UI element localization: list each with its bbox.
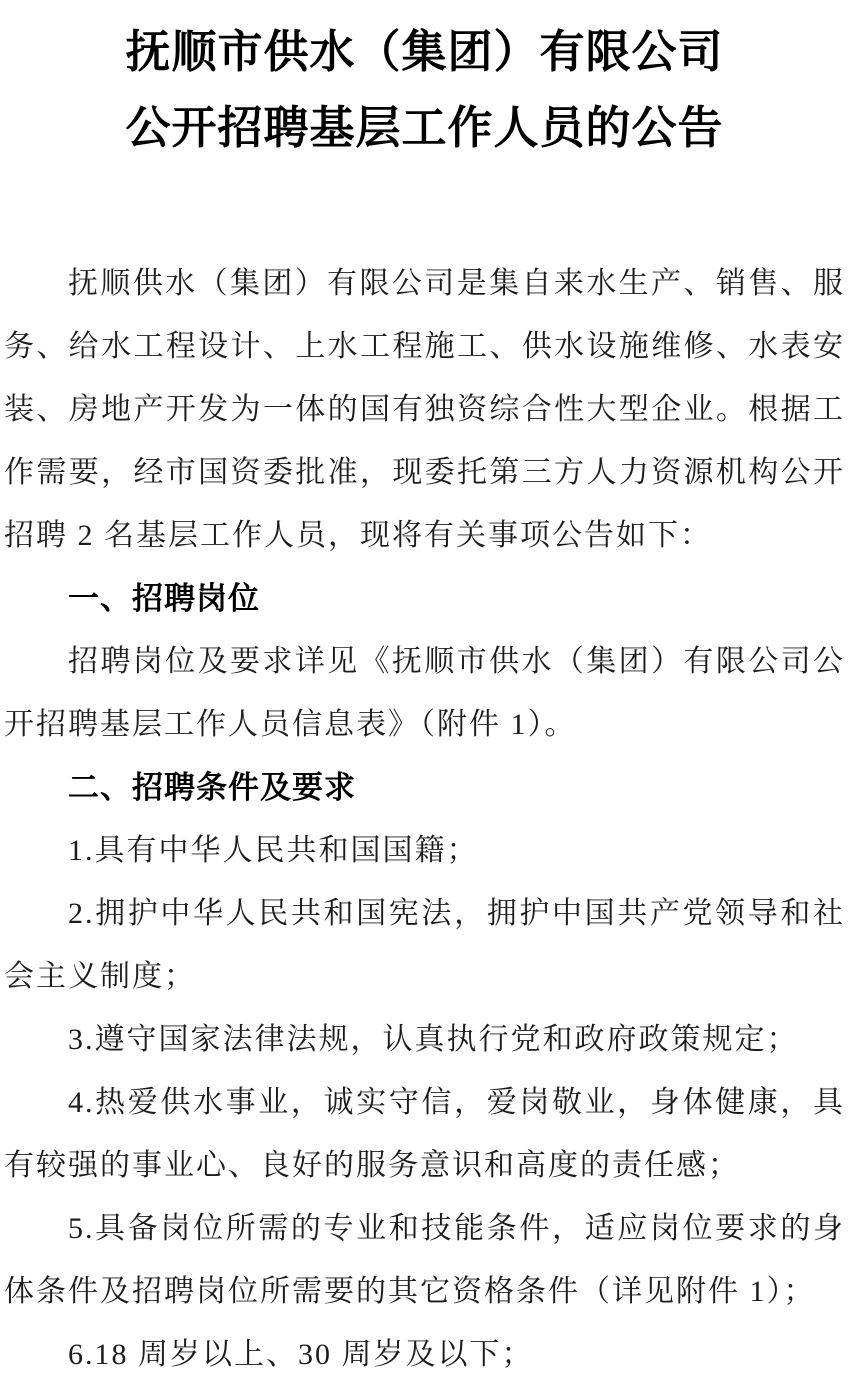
body-paragraph: 抚顺供水（集团）有限公司是集自来水生产、销售、服务、给水工程设计、上水工程施工、供水设施维修、水表安装、房地产开发为一体的国有独资综合性大型企业。根据工作需要，经市国资委批准，现委托第三方人力资源机构公开招聘 2 名基层工作人员，现将有关事项公告如下： [4, 267, 845, 552]
body-paragraph: 4.热爱供水事业，诚实守信，爱岗敬业，身体健康，具有较强的事业心、良好的服务意识和高度的责任感； [4, 1086, 845, 1182]
body-paragraph: 2.拥护中华人民共和国宪法，拥护中国共产党领导和社会主义制度； [4, 897, 845, 993]
body-paragraph: 招聘岗位及要求详见《抚顺市供水（集团）有限公司公开招聘基层工作人员信息表》（附件 1）。 [4, 645, 845, 741]
body-paragraph: 5.具备岗位所需的专业和技能条件，适应岗位要求的身体条件及招聘岗位所需要的其它资格条件（详见附件 1）； [4, 1212, 845, 1308]
document-title [0, 0, 849, 166]
document-title-line-1: 抚顺市供水（集团）有限公司 [125, 26, 724, 77]
body-paragraph: 3.遵守国家法律法规，认真执行党和政府政策规定； [68, 1023, 799, 1056]
body-paragraph: 1.具有中华人民共和国国籍； [68, 834, 479, 867]
document-title-line-2: 公开招聘基层工作人员的公告 [125, 102, 724, 153]
document-body [0, 252, 849, 1386]
section-heading: 一、招聘岗位 [68, 581, 260, 616]
section-heading: 二、招聘条件及要求 [68, 770, 356, 805]
body-paragraph: 6.18 周岁以上、30 周岁及以下； [68, 1338, 534, 1371]
